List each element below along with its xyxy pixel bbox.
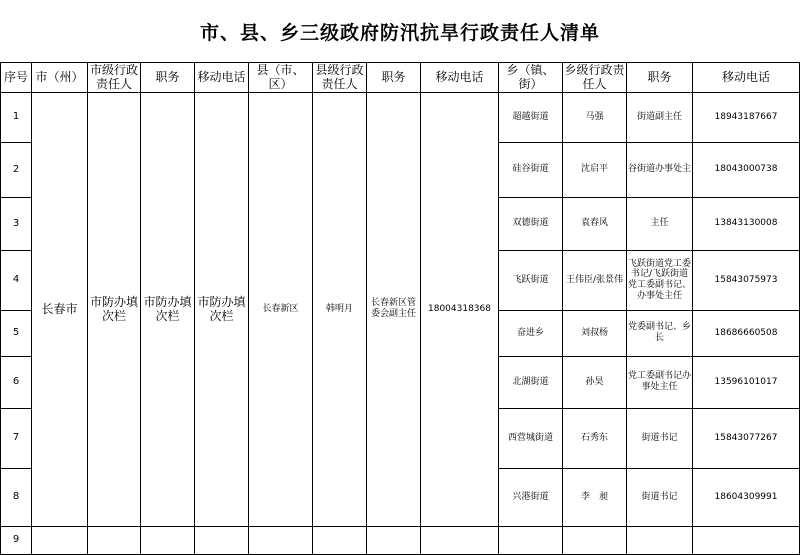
town-phone-cell: 18043000738 bbox=[693, 142, 800, 197]
city-post-cell bbox=[141, 526, 195, 554]
city-person-cell bbox=[88, 526, 141, 554]
town-post-cell: 党工委副书记办事处主任 bbox=[627, 356, 693, 408]
row-number: 8 bbox=[1, 468, 32, 526]
town-cell: 双德街道 bbox=[499, 197, 563, 250]
town-cell: 奋进乡 bbox=[499, 310, 563, 356]
town-person-cell: 孙昊 bbox=[563, 356, 627, 408]
city-post-cell: 市防办填次栏 bbox=[141, 92, 195, 526]
county-person-cell: 韩明月 bbox=[313, 92, 367, 526]
row-number: 4 bbox=[1, 250, 32, 310]
town-phone-cell: 18943187667 bbox=[693, 92, 800, 142]
town-phone-cell: 13843130008 bbox=[693, 197, 800, 250]
town-person-cell: 王伟臣/张景伟 bbox=[563, 250, 627, 310]
responsibility-table bbox=[0, 62, 800, 555]
header-town-post: 职务 bbox=[627, 63, 693, 93]
town-person-cell: 马强 bbox=[563, 92, 627, 142]
town-cell: 兴港街道 bbox=[499, 468, 563, 526]
town-person-cell bbox=[563, 526, 627, 554]
town-cell: 西营城街道 bbox=[499, 408, 563, 468]
county-phone-cell bbox=[421, 526, 499, 554]
city-phone-cell bbox=[195, 526, 249, 554]
county-cell bbox=[249, 526, 313, 554]
header-town-person: 乡级行政责任人 bbox=[564, 63, 625, 92]
row-number: 7 bbox=[1, 408, 32, 468]
city-cell: 长春市 bbox=[32, 92, 88, 526]
city-cell bbox=[32, 526, 88, 554]
city-phone-cell: 市防办填次栏 bbox=[195, 92, 249, 526]
row-number: 6 bbox=[1, 356, 32, 408]
header-seq: 序号 bbox=[1, 63, 32, 93]
town-post-cell: 街道副主任 bbox=[627, 92, 693, 142]
town-post-cell: 主任 bbox=[627, 197, 693, 250]
header-county: 县（市、区） bbox=[249, 63, 313, 93]
row-number: 9 bbox=[1, 526, 32, 554]
county-person-cell bbox=[313, 526, 367, 554]
header-county-post: 职务 bbox=[367, 63, 421, 93]
header-city-person: 市级行政责任人 bbox=[88, 63, 141, 93]
town-post-cell: 谷街道办事处主 bbox=[627, 142, 693, 197]
town-phone-cell: 18604309991 bbox=[693, 468, 800, 526]
header-town-phone: 移动电话 bbox=[693, 63, 800, 93]
row-number: 1 bbox=[1, 92, 32, 142]
town-person-cell: 袁春风 bbox=[563, 197, 627, 250]
town-person-cell: 石秀东 bbox=[563, 408, 627, 468]
town-phone-cell: 15843077267 bbox=[693, 408, 800, 468]
row-number: 5 bbox=[1, 310, 32, 356]
town-cell: 飞跃街道 bbox=[499, 250, 563, 310]
town-phone-cell: 15843075973 bbox=[693, 250, 800, 310]
town-post-cell: 党委副书记、乡长 bbox=[627, 310, 693, 356]
header-county-phone: 移动电话 bbox=[421, 63, 499, 93]
city-person-cell: 市防办填次栏 bbox=[88, 92, 141, 526]
town-post-cell: 街道书记 bbox=[627, 408, 693, 468]
header-county-person: 县级行政责任人 bbox=[313, 63, 367, 93]
county-cell: 长春新区 bbox=[249, 92, 313, 526]
town-post-cell bbox=[627, 526, 693, 554]
town-post-cell: 飞跃街道党工委书记/飞跃街道党工委副书记、办事处主任 bbox=[627, 250, 693, 310]
town-post-cell: 街道书记 bbox=[627, 468, 693, 526]
row-number: 2 bbox=[1, 142, 32, 197]
county-phone-cell: 18004318368 bbox=[421, 92, 499, 526]
town-person-cell: 李 昶 bbox=[563, 468, 627, 526]
header-city-post: 职务 bbox=[141, 63, 195, 93]
town-phone-cell: 13596101017 bbox=[693, 356, 800, 408]
town-person-cell: 沈启平 bbox=[563, 142, 627, 197]
document-title: 市、县、乡三级政府防汛抗旱行政责任人清单 bbox=[199, 21, 600, 44]
header-town: 乡（镇、街） bbox=[499, 63, 563, 93]
town-cell bbox=[499, 526, 563, 554]
town-cell: 硅谷街道 bbox=[499, 142, 563, 197]
table-row bbox=[1, 92, 800, 142]
town-cell: 北湖街道 bbox=[499, 356, 563, 408]
table-row bbox=[1, 526, 800, 554]
county-post-cell bbox=[367, 526, 421, 554]
row-number: 3 bbox=[1, 197, 32, 250]
county-post-cell: 长春新区管委会副主任 bbox=[367, 92, 421, 526]
town-phone-cell: 18686660508 bbox=[693, 310, 800, 356]
town-cell: 超越街道 bbox=[499, 92, 563, 142]
header-city: 市（州） bbox=[32, 63, 88, 93]
town-phone-cell bbox=[693, 526, 800, 554]
town-person-cell: 刘叔杨 bbox=[563, 310, 627, 356]
header-city-phone: 移动电话 bbox=[195, 63, 249, 93]
header-row bbox=[1, 63, 800, 93]
